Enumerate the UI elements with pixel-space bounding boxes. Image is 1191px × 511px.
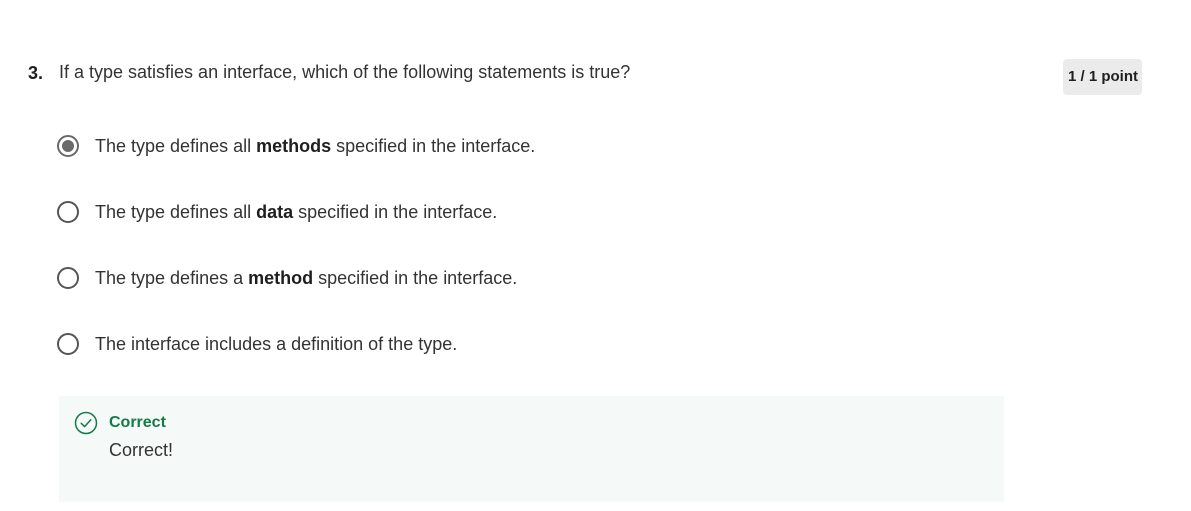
option-2[interactable] xyxy=(57,197,497,227)
feedback-panel xyxy=(59,396,1004,502)
radio-unselected-icon[interactable] xyxy=(57,267,79,289)
feedback-text: Correct! xyxy=(109,440,174,460)
radio-selected-icon[interactable] xyxy=(57,135,79,157)
option-label: The interface includes a definition of the type. xyxy=(95,334,458,354)
check-circle-icon xyxy=(74,411,98,435)
option-label: The type defines all data specified in the interface. xyxy=(95,202,498,222)
question-number: 3. xyxy=(28,63,44,83)
option-4[interactable] xyxy=(57,329,457,359)
option-label: The type defines all methods specified in the interface. xyxy=(95,136,536,156)
radio-unselected-icon[interactable] xyxy=(57,333,79,355)
score-badge: 1 / 1 point xyxy=(1063,59,1142,95)
option-3[interactable] xyxy=(57,263,517,293)
feedback-title: Correct xyxy=(109,414,166,431)
radio-unselected-icon[interactable] xyxy=(57,201,79,223)
option-label: The type defines a method specified in the interface. xyxy=(95,268,518,288)
question-text: If a type satisfies an interface, which of the following statements is true? xyxy=(59,62,631,82)
option-1[interactable] xyxy=(57,131,535,161)
